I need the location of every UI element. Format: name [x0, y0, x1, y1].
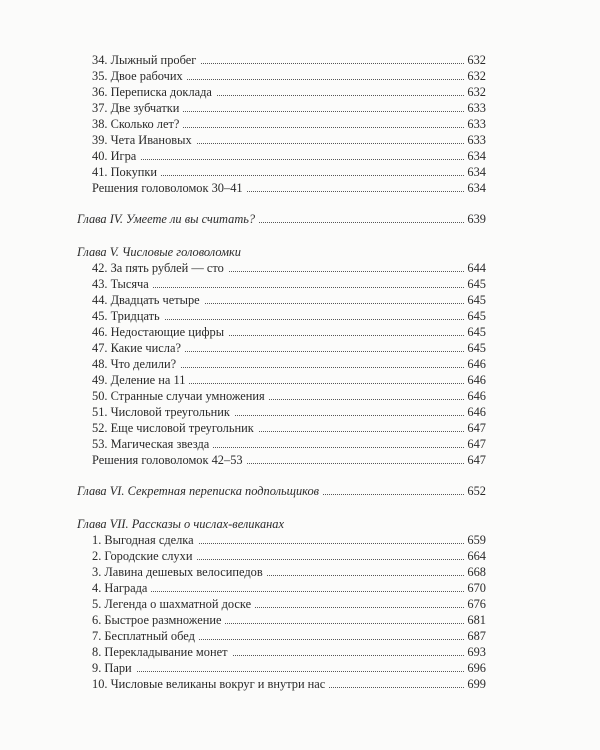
- toc-entry-row: [92, 564, 486, 580]
- toc-page-number: 644: [467, 261, 486, 275]
- toc-entry-row: [92, 532, 486, 548]
- toc-entry-row: [92, 164, 486, 180]
- toc-entry-row: [92, 148, 486, 164]
- toc-title: 1. Выгодная сделка: [92, 532, 198, 548]
- toc-title: 41. Покупки: [92, 164, 161, 180]
- toc-title: Глава IV. Умеете ли вы считать?: [77, 211, 259, 227]
- toc-title: 9. Пари: [92, 660, 136, 676]
- toc-entry-row: [92, 52, 486, 68]
- toc-page-number: 646: [467, 357, 486, 371]
- toc-page-number: 633: [467, 101, 486, 115]
- toc-page-number: 659: [467, 533, 486, 547]
- toc-page-number: 634: [467, 181, 486, 195]
- toc-entry-row: [92, 180, 486, 196]
- toc-title: 37. Две зубчатки: [92, 100, 183, 116]
- toc-entry-row: [92, 308, 486, 324]
- toc-entry-row: [92, 452, 486, 468]
- toc-page-number: 676: [467, 597, 486, 611]
- toc-page-number: 639: [467, 212, 486, 226]
- toc-entry-row: [92, 548, 486, 564]
- toc-entry-row: [92, 116, 486, 132]
- toc-title: Решения головоломок 30–41: [92, 180, 247, 196]
- toc-page-number: 634: [467, 165, 486, 179]
- toc-entry-row: [92, 356, 486, 372]
- dot-leader: [92, 159, 486, 160]
- toc-entry-row: [92, 132, 486, 148]
- toc-entry-row: [92, 596, 486, 612]
- toc-entry-row: [92, 420, 486, 436]
- toc-title: 5. Легенда о шахматной доске: [92, 596, 255, 612]
- toc-title: 7. Бесплатный обед: [92, 628, 199, 644]
- toc-entry-row: [92, 676, 486, 692]
- toc-title: 49. Деление на 11: [92, 372, 189, 388]
- toc-entry-row: [92, 324, 486, 340]
- toc-chapter-row: [77, 483, 486, 499]
- toc-title: 51. Числовой треугольник: [92, 404, 234, 420]
- toc-title: 35. Двое рабочих: [92, 68, 187, 84]
- toc-title: 2. Городские слухи: [92, 548, 196, 564]
- dot-leader: [92, 671, 486, 672]
- toc-entry-row: [92, 276, 486, 292]
- toc-page-number: 647: [467, 421, 486, 435]
- toc-page-number: 696: [467, 661, 486, 675]
- toc-entry-row: [92, 612, 486, 628]
- toc-page-number: 633: [467, 133, 486, 147]
- toc-page-number: 645: [467, 309, 486, 323]
- toc-entry-row: [92, 628, 486, 644]
- toc-entry-row: [92, 436, 486, 452]
- toc-page-number: 632: [467, 69, 486, 83]
- toc-page-number: 646: [467, 405, 486, 419]
- toc-entry-row: [92, 372, 486, 388]
- toc-entry-row: [92, 404, 486, 420]
- toc-entry-row: [92, 292, 486, 308]
- toc-page-number: 645: [467, 277, 486, 291]
- toc-entry-row: [92, 260, 486, 276]
- toc-entry-row: [92, 644, 486, 660]
- toc-entry-row: [92, 388, 486, 404]
- toc-title: 44. Двадцать четыре: [92, 292, 204, 308]
- toc-page-number: 633: [467, 117, 486, 131]
- toc-title: Решения головоломок 42–53: [92, 452, 247, 468]
- toc-chapter-row: [77, 211, 486, 227]
- toc-title: 43. Тысяча: [92, 276, 153, 292]
- toc-title: 34. Лыжный пробег: [92, 52, 200, 68]
- toc-title: 36. Переписка доклада: [92, 84, 216, 100]
- toc-page-number: 632: [467, 53, 486, 67]
- toc-title: 10. Числовые великаны вокруг и внутри нас: [92, 676, 329, 692]
- toc-entry-row: [92, 340, 486, 356]
- toc-entry-row: [92, 68, 486, 84]
- toc-title: 47. Какие числа?: [92, 340, 185, 356]
- toc-title: 52. Еще числовой треугольник: [92, 420, 258, 436]
- toc-page-number: 645: [467, 341, 486, 355]
- toc-title: 53. Магическая звезда: [92, 436, 213, 452]
- toc-page-number: 668: [467, 565, 486, 579]
- toc-title: 38. Сколько лет?: [92, 116, 183, 132]
- toc-title: 8. Перекладывание монет: [92, 644, 232, 660]
- toc-entry-row: [92, 580, 486, 596]
- toc-title: 42. За пять рублей — сто: [92, 260, 228, 276]
- toc-title: 50. Странные случаи умножения: [92, 388, 269, 404]
- toc-page-number: 699: [467, 677, 486, 691]
- toc-page-number: 664: [467, 549, 486, 563]
- toc-page-number: 632: [467, 85, 486, 99]
- toc-title: 39. Чета Ивановых: [92, 132, 196, 148]
- toc-page-number: 634: [467, 149, 486, 163]
- toc-page-number: 670: [467, 581, 486, 595]
- toc-page-number: 646: [467, 389, 486, 403]
- toc-page-number: 647: [467, 453, 486, 467]
- toc-entry-row: [92, 84, 486, 100]
- toc-page-number: 645: [467, 293, 486, 307]
- chapter-heading: Глава VII. Рассказы о числах-великанах: [77, 517, 285, 531]
- toc-page-number: 652: [467, 484, 486, 498]
- toc-title: 45. Тридцать: [92, 308, 164, 324]
- toc-page-number: 687: [467, 629, 486, 643]
- toc-title: 48. Что делили?: [92, 356, 180, 372]
- toc-title: 3. Лавина дешевых велосипедов: [92, 564, 267, 580]
- toc-page-number: 647: [467, 437, 486, 451]
- toc-page-number: 645: [467, 325, 486, 339]
- toc-title: Глава VI. Секретная переписка подпольщиков: [77, 483, 323, 499]
- toc-title: 40. Игра: [92, 148, 140, 164]
- chapter-heading: Глава V. Числовые головоломки: [77, 245, 241, 259]
- toc-page-number: 681: [467, 613, 486, 627]
- toc-page-number: 693: [467, 645, 486, 659]
- toc-title: 46. Недостающие цифры: [92, 324, 228, 340]
- toc-title: 6. Быстрое размножение: [92, 612, 225, 628]
- toc-entry-row: [92, 100, 486, 116]
- toc-page-number: 646: [467, 373, 486, 387]
- toc-title: 4. Награда: [92, 580, 151, 596]
- toc-entry-row: [92, 660, 486, 676]
